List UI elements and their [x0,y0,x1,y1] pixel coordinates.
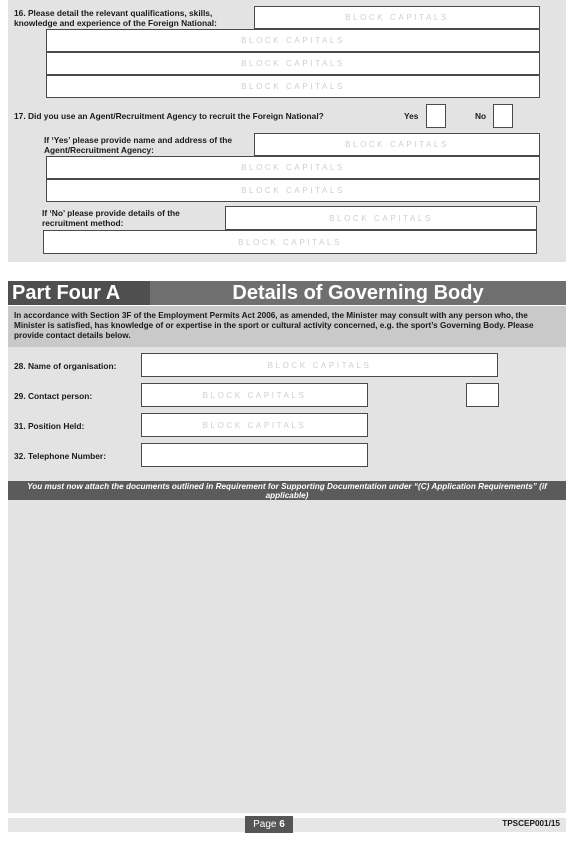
agent-input-2[interactable]: BLOCK CAPITALS [46,156,540,179]
part-intro-text: In accordance with Section 3F of the Employment Permits Act 2006, as amended, the Minister may consult with any person who, the Minister is satisfied, has knowledge of or expertise in the sport or cultural activity concerned, e.g. the sport’s Governing Body. Please provide contact details below. [8,306,566,347]
form-reference: TPSCEP001/15 [502,819,560,828]
q17-no-checkbox[interactable] [493,104,513,128]
q29-label: 29. Contact person: [14,391,93,401]
q16-input-4[interactable]: BLOCK CAPITALS [46,75,540,98]
q16-input-3[interactable]: BLOCK CAPITALS [46,52,540,75]
q31-label: 31. Position Held: [14,421,85,431]
q17-if-yes-label: If ‘Yes’ please provide name and address of the Agent/Recruitment Agency: [44,135,233,155]
q17-if-no-label: If ‘No’ please provide details of the recruitment method: [42,208,180,228]
page-number-value: 6 [279,819,285,830]
telephone-number-input[interactable] [141,443,368,467]
q16-label: 16. Please detail the relevant qualifications, skills, knowledge and experience of the Foreign National: [14,8,217,28]
part-title: Details of Governing Body [150,281,566,305]
agent-input-1[interactable]: BLOCK CAPITALS [254,133,540,156]
organisation-name-input[interactable]: BLOCK CAPITALS [141,353,498,377]
part-label: Part Four A [12,282,121,304]
page-number [245,816,293,833]
q17-no-label: No [475,111,487,121]
q17-label: 17. Did you use an Agent/Recruitment Agency to recruit the Foreign National? [14,111,324,121]
q32-label: 32. Telephone Number: [14,451,106,461]
attachments-notice: You must now attach the documents outlined in Requirement for Supporting Documentation under “(C) Application Requirements” (if applicable) [8,481,566,500]
page-label: Page [253,819,277,830]
q17-yes-checkbox[interactable] [426,104,446,128]
q17-yes-label: Yes [404,111,419,121]
contact-person-input[interactable]: BLOCK CAPITALS [141,383,368,407]
contact-title-box[interactable] [466,383,499,407]
recruitment-method-input-1[interactable]: BLOCK CAPITALS [225,206,537,230]
recruitment-method-input-2[interactable]: BLOCK CAPITALS [43,230,537,254]
q16-input-2[interactable]: BLOCK CAPITALS [46,29,540,52]
q28-label: 28. Name of organisation: [14,361,117,371]
agent-input-3[interactable]: BLOCK CAPITALS [46,179,540,202]
q16-input-1[interactable]: BLOCK CAPITALS [254,6,540,29]
position-held-input[interactable]: BLOCK CAPITALS [141,413,368,437]
